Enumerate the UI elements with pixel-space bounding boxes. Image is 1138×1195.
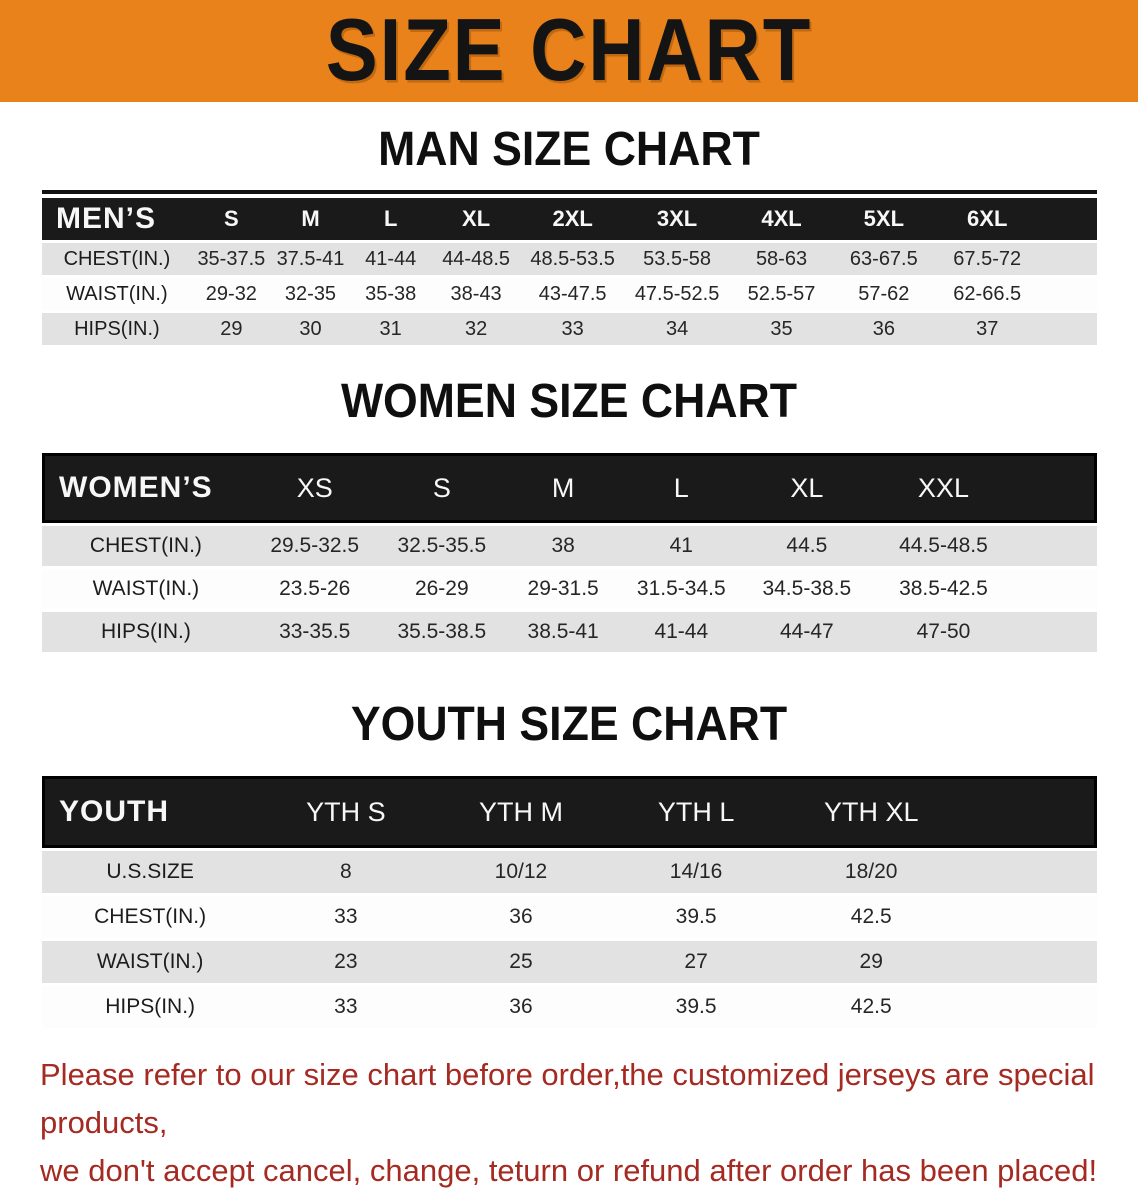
row-filler (1014, 569, 1097, 609)
measurement-value: 47.5-52.5 (624, 278, 730, 310)
size-chart-title: SIZE CHART (325, 1, 813, 100)
measurement-value: 33 (258, 986, 433, 1028)
measurement-row (42, 313, 1097, 345)
measurement-value: 29 (192, 313, 271, 345)
measurement-value: 44.5-48.5 (873, 526, 1013, 566)
measurement-value: 48.5-53.5 (521, 243, 624, 275)
mens-size-table (42, 195, 1097, 348)
measurement-value: 38.5-41 (504, 612, 622, 652)
measurement-value: 62-66.5 (934, 278, 1040, 310)
measurement-value: 43-47.5 (521, 278, 624, 310)
measurement-value: 26-29 (380, 569, 504, 609)
row-filler (959, 941, 1097, 983)
measurement-value: 35-38 (350, 278, 431, 310)
row-label: CHEST(IN.) (42, 896, 258, 938)
measurement-value: 36 (833, 313, 934, 345)
row-filler (959, 851, 1097, 893)
measurement-value: 29 (784, 941, 959, 983)
disclaimer-line-2: we don't accept cancel, change, teturn or refund after order has been placed! (40, 1153, 1098, 1188)
measurement-value: 29.5-32.5 (250, 526, 380, 566)
measurement-value: 27 (609, 941, 784, 983)
womens-size-table (42, 450, 1097, 655)
man-size-chart-heading: MAN SIZE CHART (378, 120, 760, 176)
row-label: CHEST(IN.) (42, 526, 250, 566)
row-label: WAIST(IN.) (42, 569, 250, 609)
size-chart-banner (0, 0, 1138, 102)
measurement-value: 35 (730, 313, 833, 345)
table-label-header: MEN’S (42, 198, 192, 240)
row-filler (1040, 313, 1097, 345)
measurement-value: 41-44 (350, 243, 431, 275)
size-column-header: YTH L (609, 776, 784, 848)
measurement-value: 44-47 (740, 612, 873, 652)
youth-header-row (42, 776, 1097, 848)
size-column-header: S (192, 198, 271, 240)
size-column-header: YTH S (258, 776, 433, 848)
measurement-value: 23 (258, 941, 433, 983)
size-column-header: M (504, 453, 622, 523)
header-filler (1014, 453, 1097, 523)
measurement-value: 30 (271, 313, 350, 345)
size-column-header: XXL (873, 453, 1013, 523)
measurement-value: 53.5-58 (624, 243, 730, 275)
size-column-header: YTH M (433, 776, 608, 848)
size-column-header: 3XL (624, 198, 730, 240)
measurement-value: 52.5-57 (730, 278, 833, 310)
row-label: HIPS(IN.) (42, 986, 258, 1028)
measurement-value: 10/12 (433, 851, 608, 893)
measurement-value: 33-35.5 (250, 612, 380, 652)
youth-size-chart-heading: YOUTH SIZE CHART (350, 695, 788, 751)
table-label-header: WOMEN’S (42, 453, 250, 523)
measurement-value: 44.5 (740, 526, 873, 566)
measurement-value: 36 (433, 986, 608, 1028)
measurement-value: 31 (350, 313, 431, 345)
size-column-header: L (622, 453, 740, 523)
measurement-value: 36 (433, 896, 608, 938)
measurement-value: 42.5 (784, 896, 959, 938)
row-filler (1040, 278, 1097, 310)
mens-header-row (42, 198, 1097, 240)
size-column-header: XL (431, 198, 521, 240)
disclaimer-note (40, 1051, 1138, 1195)
row-label: CHEST(IN.) (42, 243, 192, 275)
measurement-value: 29-32 (192, 278, 271, 310)
measurement-row (42, 243, 1097, 275)
row-label: WAIST(IN.) (42, 278, 192, 310)
measurement-row (42, 278, 1097, 310)
size-column-header: 5XL (833, 198, 934, 240)
womens-header-row (42, 453, 1097, 523)
row-label: HIPS(IN.) (42, 612, 250, 652)
measurement-value: 31.5-34.5 (622, 569, 740, 609)
measurement-value: 67.5-72 (934, 243, 1040, 275)
header-filler (959, 776, 1097, 848)
row-filler (959, 896, 1097, 938)
measurement-row (42, 851, 1097, 893)
row-filler (959, 986, 1097, 1028)
measurement-value: 39.5 (609, 896, 784, 938)
measurement-value: 32-35 (271, 278, 350, 310)
measurement-value: 32.5-35.5 (380, 526, 504, 566)
disclaimer-line-1: Please refer to our size chart before order,the customized jerseys are special products, (40, 1057, 1095, 1140)
measurement-value: 44-48.5 (431, 243, 521, 275)
measurement-value: 34 (624, 313, 730, 345)
size-column-header: XS (250, 453, 380, 523)
size-column-header: 4XL (730, 198, 833, 240)
measurement-value: 37.5-41 (271, 243, 350, 275)
women-size-chart-heading: WOMEN SIZE CHART (340, 372, 798, 428)
measurement-value: 38-43 (431, 278, 521, 310)
measurement-row (42, 526, 1097, 566)
size-column-header: 2XL (521, 198, 624, 240)
measurement-value: 38 (504, 526, 622, 566)
measurement-value: 38.5-42.5 (873, 569, 1013, 609)
measurement-value: 23.5-26 (250, 569, 380, 609)
row-filler (1040, 243, 1097, 275)
measurement-value: 29-31.5 (504, 569, 622, 609)
measurement-value: 47-50 (873, 612, 1013, 652)
row-filler (1014, 526, 1097, 566)
measurement-value: 35-37.5 (192, 243, 271, 275)
row-label: WAIST(IN.) (42, 941, 258, 983)
measurement-value: 41 (622, 526, 740, 566)
measurement-value: 33 (258, 896, 433, 938)
measurement-value: 42.5 (784, 986, 959, 1028)
measurement-value: 57-62 (833, 278, 934, 310)
row-label: HIPS(IN.) (42, 313, 192, 345)
size-column-header: YTH XL (784, 776, 959, 848)
measurement-value: 32 (431, 313, 521, 345)
size-column-header: L (350, 198, 431, 240)
measurement-value: 58-63 (730, 243, 833, 275)
size-column-header: XL (740, 453, 873, 523)
table-label-header: YOUTH (42, 776, 258, 848)
measurement-row (42, 612, 1097, 652)
divider-rule (42, 190, 1097, 194)
measurement-value: 41-44 (622, 612, 740, 652)
measurement-value: 37 (934, 313, 1040, 345)
row-filler (1014, 612, 1097, 652)
measurement-row (42, 941, 1097, 983)
measurement-value: 39.5 (609, 986, 784, 1028)
measurement-value: 8 (258, 851, 433, 893)
size-column-header: S (380, 453, 504, 523)
size-column-header: 6XL (934, 198, 1040, 240)
measurement-value: 25 (433, 941, 608, 983)
measurement-value: 34.5-38.5 (740, 569, 873, 609)
measurement-value: 33 (521, 313, 624, 345)
youth-size-table (42, 773, 1097, 1031)
measurement-value: 35.5-38.5 (380, 612, 504, 652)
size-column-header: M (271, 198, 350, 240)
measurement-value: 18/20 (784, 851, 959, 893)
measurement-row (42, 569, 1097, 609)
measurement-value: 63-67.5 (833, 243, 934, 275)
measurement-row (42, 986, 1097, 1028)
row-label: U.S.SIZE (42, 851, 258, 893)
measurement-row (42, 896, 1097, 938)
measurement-value: 14/16 (609, 851, 784, 893)
header-filler (1040, 198, 1097, 240)
